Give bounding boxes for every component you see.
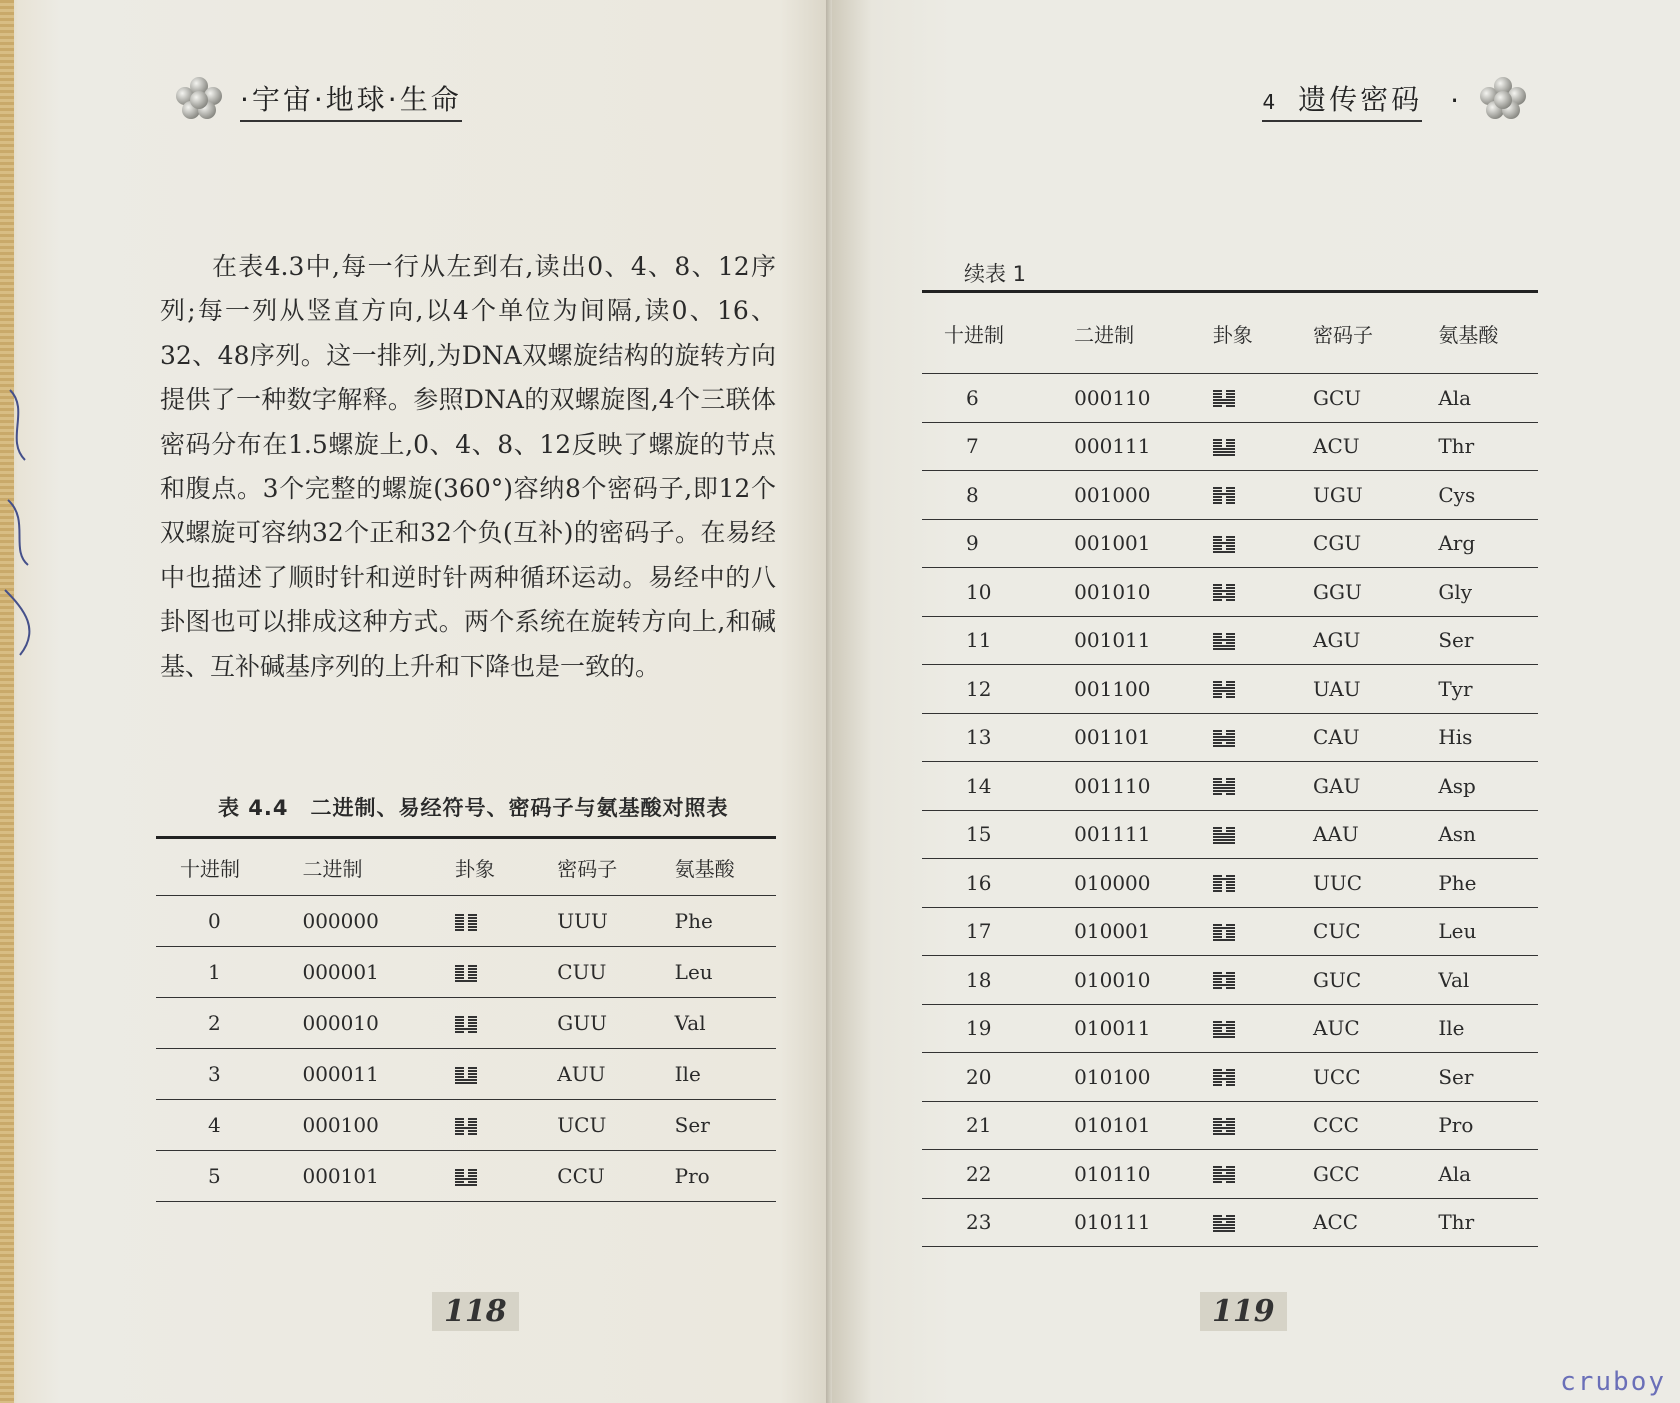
cell-codon: GUC — [1312, 956, 1437, 1005]
cell-amino-acid: Cys — [1437, 471, 1538, 520]
hexagram-icon — [455, 965, 477, 983]
cell-binary: 001100 — [1073, 665, 1212, 714]
cell-codon: ACC — [1312, 1198, 1437, 1247]
table-row — [922, 810, 1538, 859]
table-row — [156, 1151, 776, 1202]
cell-hexagram — [1212, 1053, 1312, 1102]
cell-binary: 001000 — [1073, 471, 1212, 520]
header-dot: · — [1450, 83, 1462, 117]
cell-hexagram — [1212, 713, 1312, 762]
cell-amino-acid: Asn — [1437, 810, 1538, 859]
cell-hexagram — [1212, 519, 1312, 568]
codon-table-left — [156, 836, 776, 1202]
cell-amino-acid: Ile — [674, 1049, 776, 1100]
cell-binary: 001001 — [1073, 519, 1212, 568]
cell-codon: CGU — [1312, 519, 1437, 568]
cell-amino-acid: Asp — [1437, 762, 1538, 811]
cell-binary: 000111 — [1073, 422, 1212, 471]
cell-decimal: 1 — [156, 947, 301, 998]
cell-amino-acid: Phe — [1437, 859, 1538, 908]
hexagram-icon — [1213, 1118, 1235, 1136]
cell-binary: 000000 — [301, 896, 453, 947]
table-row — [922, 1150, 1538, 1199]
table-row — [922, 713, 1538, 762]
left-page — [0, 0, 832, 1403]
cell-decimal: 15 — [922, 810, 1073, 859]
table-row — [922, 422, 1538, 471]
table-row — [156, 896, 776, 947]
hexagram-icon — [1213, 827, 1235, 845]
table-caption-title: 二进制、易经符号、密码子与氨基酸对照表 — [310, 796, 729, 820]
cell-binary: 001111 — [1073, 810, 1212, 859]
table-row — [922, 956, 1538, 1005]
hexagram-icon — [1213, 1021, 1235, 1039]
cell-amino-acid: Ser — [1437, 616, 1538, 665]
cell-codon: AUC — [1312, 1004, 1437, 1053]
cell-hexagram — [1212, 1150, 1312, 1199]
cell-hexagram — [1212, 374, 1312, 423]
cell-amino-acid: Val — [1437, 956, 1538, 1005]
atom-cluster-icon — [1476, 73, 1530, 127]
table-row — [922, 568, 1538, 617]
cell-amino-acid: Ala — [1437, 374, 1538, 423]
cell-hexagram — [1212, 1004, 1312, 1053]
continued-table-caption: 续表 1 — [964, 262, 1027, 286]
table-row — [922, 1101, 1538, 1150]
cell-hexagram — [454, 947, 556, 998]
cell-hexagram — [1212, 665, 1312, 714]
hexagram-icon — [1213, 487, 1235, 505]
cell-codon: AUU — [556, 1049, 673, 1100]
cell-decimal: 0 — [156, 896, 301, 947]
cell-codon: GCU — [1312, 374, 1437, 423]
cell-codon: GGU — [1312, 568, 1437, 617]
table-row — [922, 1053, 1538, 1102]
hexagram-icon — [455, 1169, 477, 1187]
header-decimal: 十进制 — [922, 292, 1073, 374]
table-row — [922, 1004, 1538, 1053]
chapter-title: 遗传密码 — [1298, 83, 1423, 116]
cell-codon: CUC — [1312, 907, 1437, 956]
hexagram-icon — [1213, 633, 1235, 651]
header-binary: 二进制 — [301, 838, 453, 896]
cell-amino-acid: Ile — [1437, 1004, 1538, 1053]
cell-binary: 010000 — [1073, 859, 1212, 908]
cell-decimal: 17 — [922, 907, 1073, 956]
right-header-title-block — [1262, 78, 1422, 122]
hexagram-icon — [1213, 390, 1235, 408]
header-amino-acid: 氨基酸 — [674, 838, 776, 896]
cell-codon: CUU — [556, 947, 673, 998]
watermark: cruboy — [1560, 1367, 1666, 1397]
hexagram-icon — [1213, 681, 1235, 699]
cell-decimal: 10 — [922, 568, 1073, 617]
cell-decimal: 21 — [922, 1101, 1073, 1150]
cell-hexagram — [454, 998, 556, 1049]
cell-decimal: 19 — [922, 1004, 1073, 1053]
cell-binary: 000100 — [301, 1100, 453, 1151]
cell-binary: 001010 — [1073, 568, 1212, 617]
left-header-title: ·宇宙·地球·生命 — [240, 78, 462, 122]
cell-binary: 000110 — [1073, 374, 1212, 423]
hexagram-icon — [1213, 1215, 1235, 1233]
header-binary: 二进制 — [1073, 292, 1212, 374]
hexagram-icon — [455, 1067, 477, 1085]
cell-binary: 000011 — [301, 1049, 453, 1100]
cell-decimal: 4 — [156, 1100, 301, 1151]
table-caption-number: 表 4.4 — [218, 796, 289, 820]
header-codon: 密码子 — [556, 838, 673, 896]
table-row — [922, 1198, 1538, 1247]
cell-decimal: 13 — [922, 713, 1073, 762]
atom-cluster-icon — [172, 73, 226, 127]
cell-hexagram — [1212, 810, 1312, 859]
page-number-right: 119 — [1200, 1292, 1287, 1331]
cell-amino-acid: Ala — [1437, 1150, 1538, 1199]
cell-codon: GUU — [556, 998, 673, 1049]
cell-codon: UGU — [1312, 471, 1437, 520]
cell-binary: 010101 — [1073, 1101, 1212, 1150]
cell-amino-acid: Ser — [1437, 1053, 1538, 1102]
handwriting-mark — [0, 380, 60, 660]
cell-amino-acid: Phe — [674, 896, 776, 947]
chapter-number: 4 — [1262, 90, 1279, 114]
hexagram-icon — [1213, 972, 1235, 990]
hexagram-icon — [455, 1118, 477, 1136]
table-header-row — [156, 838, 776, 896]
cell-binary: 001110 — [1073, 762, 1212, 811]
cell-decimal: 11 — [922, 616, 1073, 665]
cell-decimal: 14 — [922, 762, 1073, 811]
right-header — [1248, 70, 1530, 130]
table-row — [922, 519, 1538, 568]
cell-decimal: 20 — [922, 1053, 1073, 1102]
cell-hexagram — [454, 896, 556, 947]
cell-decimal: 16 — [922, 859, 1073, 908]
cell-codon: AAU — [1312, 810, 1437, 859]
cell-amino-acid: Tyr — [1437, 665, 1538, 714]
cell-amino-acid: Thr — [1437, 422, 1538, 471]
hexagram-icon — [1213, 439, 1235, 457]
cell-amino-acid: Leu — [1437, 907, 1538, 956]
table-row — [156, 947, 776, 998]
cell-decimal: 8 — [922, 471, 1073, 520]
cell-hexagram — [1212, 1101, 1312, 1150]
hexagram-icon — [1213, 875, 1235, 893]
header-decimal: 十进制 — [156, 838, 301, 896]
cell-amino-acid: Pro — [674, 1151, 776, 1202]
cell-decimal: 23 — [922, 1198, 1073, 1247]
hexagram-icon — [1213, 1069, 1235, 1087]
cell-hexagram — [1212, 422, 1312, 471]
cell-decimal: 18 — [922, 956, 1073, 1005]
hexagram-icon — [1213, 584, 1235, 602]
table-row — [922, 859, 1538, 908]
table-row — [922, 616, 1538, 665]
cell-binary: 010100 — [1073, 1053, 1212, 1102]
hexagram-icon — [455, 1016, 477, 1034]
cell-decimal: 9 — [922, 519, 1073, 568]
table-row — [922, 471, 1538, 520]
cell-codon: GCC — [1312, 1150, 1437, 1199]
cell-binary: 010001 — [1073, 907, 1212, 956]
table-row — [922, 762, 1538, 811]
table-row — [922, 665, 1538, 714]
page-number-left: 118 — [432, 1292, 519, 1331]
hexagram-icon — [1213, 778, 1235, 796]
cell-hexagram — [1212, 762, 1312, 811]
cell-codon: CAU — [1312, 713, 1437, 762]
cell-hexagram — [1212, 1198, 1312, 1247]
cell-hexagram — [1212, 956, 1312, 1005]
cell-decimal: 5 — [156, 1151, 301, 1202]
cell-binary: 000001 — [301, 947, 453, 998]
cell-hexagram — [454, 1151, 556, 1202]
cell-codon: UUC — [1312, 859, 1437, 908]
hexagram-icon — [1213, 924, 1235, 942]
table-row — [922, 907, 1538, 956]
table-caption — [218, 792, 729, 822]
cell-binary: 000010 — [301, 998, 453, 1049]
cell-hexagram — [454, 1100, 556, 1151]
header-amino-acid: 氨基酸 — [1437, 292, 1538, 374]
cell-amino-acid: Arg — [1437, 519, 1538, 568]
header-hexagram: 卦象 — [1212, 292, 1312, 374]
left-header — [172, 70, 476, 130]
body-paragraph-block — [160, 245, 776, 689]
cell-codon: UAU — [1312, 665, 1437, 714]
table-row — [156, 1100, 776, 1151]
cell-codon: AGU — [1312, 616, 1437, 665]
cell-codon: UCU — [556, 1100, 673, 1151]
table-row — [922, 374, 1538, 423]
cell-hexagram — [1212, 568, 1312, 617]
cell-binary: 000101 — [301, 1151, 453, 1202]
cell-amino-acid: Pro — [1437, 1101, 1538, 1150]
header-hexagram: 卦象 — [454, 838, 556, 896]
cell-binary: 010111 — [1073, 1198, 1212, 1247]
cell-decimal: 7 — [922, 422, 1073, 471]
cell-decimal: 22 — [922, 1150, 1073, 1199]
hexagram-icon — [1213, 730, 1235, 748]
cell-codon: ACU — [1312, 422, 1437, 471]
table-header-row — [922, 292, 1538, 374]
cell-amino-acid: His — [1437, 713, 1538, 762]
hexagram-icon — [455, 914, 477, 932]
table-row — [156, 1049, 776, 1100]
header-codon: 密码子 — [1312, 292, 1437, 374]
cell-hexagram — [1212, 471, 1312, 520]
cell-codon: CCU — [556, 1151, 673, 1202]
page-edge — [0, 0, 14, 1403]
cell-amino-acid: Leu — [674, 947, 776, 998]
cell-amino-acid: Ser — [674, 1100, 776, 1151]
cell-amino-acid: Gly — [1437, 568, 1538, 617]
cell-hexagram — [1212, 907, 1312, 956]
hexagram-icon — [1213, 536, 1235, 554]
cell-binary: 001011 — [1073, 616, 1212, 665]
cell-codon: UCC — [1312, 1053, 1437, 1102]
table-row — [156, 998, 776, 1049]
cell-decimal: 6 — [922, 374, 1073, 423]
body-paragraph: 在表4.3中,每一行从左到右,读出0、4、8、12序列;每一列从竖直方向,以4个单位为间隔,读0、16、32、48序列。这一排列,为DNA双螺旋结构的旋转方向提供了一种数字解释。参照DNA的双螺旋图,4个三联体密码分布在1.5螺旋上,0、4、8、12反映了螺旋的节点和腹点。3个完整的螺旋(360°)容纳8个密码子,即12个双螺旋可容纳32个正和32个负(互补)的密码子。在易经中也描述了顺时针和逆时针两种循环运动。易经中的八卦图也可以排成这种方式。两个系统在旋转方向上,和碱基、互补碱基序列的上升和下降也是一致的。 — [160, 252, 776, 681]
codon-table-right — [922, 290, 1538, 1247]
cell-amino-acid: Val — [674, 998, 776, 1049]
cell-decimal: 2 — [156, 998, 301, 1049]
hexagram-icon — [1213, 1166, 1235, 1184]
cell-hexagram — [454, 1049, 556, 1100]
cell-decimal: 3 — [156, 1049, 301, 1100]
cell-codon: GAU — [1312, 762, 1437, 811]
cell-decimal: 12 — [922, 665, 1073, 714]
cell-binary: 010011 — [1073, 1004, 1212, 1053]
cell-hexagram — [1212, 859, 1312, 908]
cell-binary: 001101 — [1073, 713, 1212, 762]
cell-binary: 010110 — [1073, 1150, 1212, 1199]
cell-codon: CCC — [1312, 1101, 1437, 1150]
cell-binary: 010010 — [1073, 956, 1212, 1005]
cell-amino-acid: Thr — [1437, 1198, 1538, 1247]
cell-hexagram — [1212, 616, 1312, 665]
cell-codon: UUU — [556, 896, 673, 947]
